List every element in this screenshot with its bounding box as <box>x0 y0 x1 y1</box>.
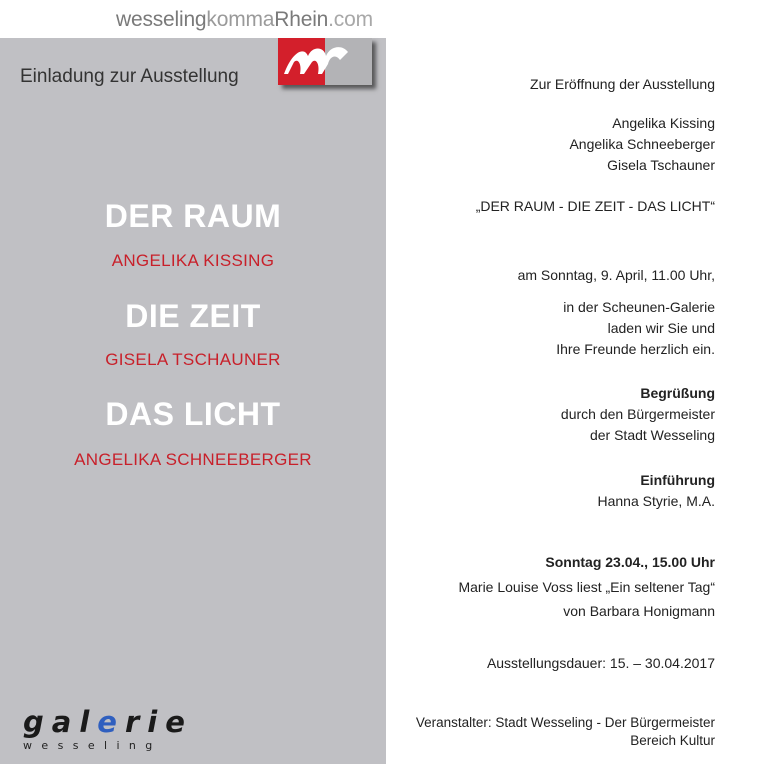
wesseling-logo-icon <box>278 38 372 85</box>
introduction-heading: Einführung <box>640 472 715 488</box>
galerie-wesseling-logo <box>23 707 193 752</box>
introduction-speaker: Hanna Styrie, M.A. <box>597 493 715 509</box>
greeting-section <box>561 383 715 446</box>
invite-text <box>556 297 715 360</box>
site-header <box>0 0 767 38</box>
invite-text-line: in der Scheunen-Galerie <box>563 299 715 315</box>
invite-text-line: laden wir Sie und <box>607 320 715 336</box>
organizer-section <box>416 714 715 750</box>
galerie-logo-part2: rie <box>124 705 193 739</box>
opening-date: am Sonntag, 9. April, 11.00 Uhr, <box>517 267 715 283</box>
reading-line: von Barbara Honigmann <box>563 603 715 619</box>
reading-heading: Sonntag 23.04., 15.00 Uhr <box>545 554 715 570</box>
invite-label: Einladung zur Ausstellung <box>20 66 239 87</box>
artist-list-item: Gisela Tschauner <box>607 157 715 173</box>
exhibition-title: „DER RAUM - DIE ZEIT - DAS LICHT“ <box>475 198 715 214</box>
reading-section <box>458 550 715 624</box>
opening-intro: Zur Eröffnung der Ausstellung <box>530 76 715 92</box>
galerie-logo-accent: e <box>97 705 125 739</box>
introduction-section <box>598 470 716 512</box>
organizer-line: Veranstalter: Stadt Wesseling - Der Bürgermeister <box>415 715 715 730</box>
galerie-logo-subtitle: wesseling <box>23 739 162 752</box>
invite-text-line: Ihre Freunde herzlich ein. <box>556 341 715 357</box>
theme-title-raum: DER RAUM <box>104 198 282 234</box>
site-title-part-komma: komma <box>206 8 275 31</box>
site-title-part-com: .com <box>328 8 373 31</box>
reading-line: Marie Louise Voss liest „Ein seltener Tag“ <box>458 578 715 595</box>
site-title-part-wesseling: wesseling <box>116 8 207 31</box>
site-title-part-rhein: Rhein <box>274 8 329 31</box>
theme-artist-kissing: ANGELIKA KISSING <box>111 251 275 270</box>
greeting-line: der Stadt Wesseling <box>589 427 715 443</box>
theme-artist-tschauner: GISELA TSCHAUNER <box>105 350 281 369</box>
theme-title-licht: DAS LICHT <box>105 396 281 432</box>
organizer-line: Bereich Kultur <box>630 733 715 748</box>
exhibition-duration: Ausstellungsdauer: 15. – 30.04.2017 <box>486 655 715 671</box>
artist-list <box>569 113 715 176</box>
site-title[interactable] <box>116 8 373 32</box>
greeting-line: durch den Bürgermeister <box>560 406 715 422</box>
artist-list-item: Angelika Schneeberger <box>569 136 715 152</box>
artist-list-item: Angelika Kissing <box>612 115 715 131</box>
theme-title-zeit: DIE ZEIT <box>125 298 261 334</box>
theme-artist-schneeberger: ANGELIKA SCHNEEBERGER <box>74 450 312 469</box>
galerie-logo-part1: gal <box>23 705 98 739</box>
greeting-heading: Begrüßung <box>640 385 715 401</box>
galerie-logo-wordmark <box>23 707 193 737</box>
